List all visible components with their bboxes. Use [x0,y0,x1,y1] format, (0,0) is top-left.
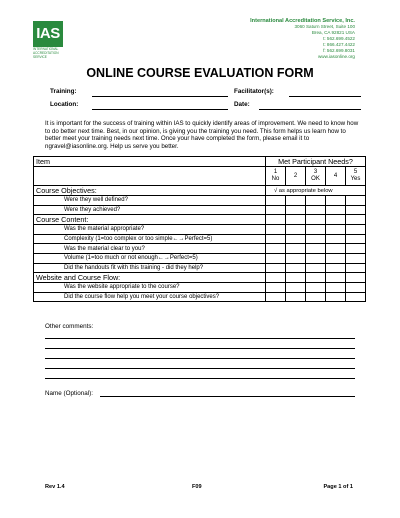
org-address-block [250,18,355,60]
rating-cell [306,215,326,225]
rating-cell[interactable] [266,292,286,302]
rating-cell[interactable] [266,263,286,273]
rating-cell[interactable] [266,225,286,235]
facilitators-field[interactable] [289,96,361,97]
org-address-line: 3060 Saturn Street, Suite 100 [294,24,355,29]
rating-cell[interactable] [286,225,306,235]
rating-cell[interactable] [326,263,346,273]
scale-4: 4 [326,167,346,186]
rating-cell[interactable] [286,234,306,244]
rating-cell[interactable] [346,205,366,215]
rating-cell[interactable] [306,196,326,206]
rating-cell [326,273,346,283]
rating-cell[interactable] [286,205,306,215]
rating-cell[interactable] [286,263,306,273]
date-field[interactable] [259,109,361,110]
rating-hint: √ as appropriate below [266,186,366,196]
org-name: International Accreditation Service, Inc. [250,18,355,24]
rating-column-header: Met Participant Needs? [266,157,366,167]
intro-paragraph: It is important for the success of training within IAS to quickly identify areas of improvement. We need to know how to do better next time. Best, in our opinion, is giving you the training you need. This form helps us learn how to better meet your training needs next time. Once your have completed the form, please email it to ngravel@iasonline.org. Help us serve you better. [45,120,359,150]
footer-revision: Rev 1.4 [45,484,65,490]
section-row-website [34,273,366,283]
rating-cell[interactable] [306,283,326,293]
rating-cell[interactable] [326,196,346,206]
ias-logo: IAS [33,21,63,47]
table-row [34,225,366,235]
rating-cell[interactable] [286,196,306,206]
scale-3: 3 OK [306,167,326,186]
org-address-line: Brea, CA 92821 USA [311,30,355,35]
table-row [34,234,366,244]
rating-cell [286,273,306,283]
rating-cell[interactable] [286,244,306,254]
rating-cell[interactable] [346,225,366,235]
question-label: Were they well defined? [34,196,266,206]
table-row [34,253,366,263]
org-phone: t: 866.427.4422 [323,42,355,47]
table-row [34,205,366,215]
rating-cell [286,215,306,225]
rating-cell[interactable] [306,263,326,273]
rating-cell[interactable] [326,292,346,302]
name-field[interactable] [100,396,355,397]
other-comments-label: Other comments: [45,323,94,330]
table-row [34,283,366,293]
rating-cell[interactable] [266,283,286,293]
rating-cell[interactable] [266,196,286,206]
location-label: Location: [50,101,79,108]
page-title: ONLINE COURSE EVALUATION FORM [86,66,314,80]
question-label: Was the material clear to you? [34,244,266,254]
rating-cell[interactable] [346,283,366,293]
rating-cell[interactable] [326,253,346,263]
rating-cell [266,215,286,225]
scale-row-spacer [34,167,266,186]
table-header-row [34,157,366,167]
question-label: Did the handouts fit with this training - did they help? [34,263,266,273]
date-label: Date: [234,101,250,108]
org-website[interactable]: www.iasonline.org [317,54,355,59]
scale-row [34,167,366,186]
footer-form-code: F09 [192,484,202,490]
training-label: Training: [50,88,77,95]
name-label: Name (Optional): [45,390,93,397]
footer-page-number: Page 1 of 1 [323,484,353,490]
rating-cell[interactable] [346,244,366,254]
comment-line[interactable] [45,338,355,339]
rating-cell [266,273,286,283]
rating-cell [346,215,366,225]
table-row [34,196,366,206]
training-field[interactable] [92,96,228,97]
table-row [34,244,366,254]
rating-cell[interactable] [266,244,286,254]
rating-cell[interactable] [346,263,366,273]
rating-cell[interactable] [326,244,346,254]
rating-cell[interactable] [306,292,326,302]
rating-cell [326,215,346,225]
table-row [34,263,366,273]
question-label: Were they achieved? [34,205,266,215]
rating-cell[interactable] [326,234,346,244]
rating-cell[interactable] [346,234,366,244]
org-phone: t: 562.699.4522 [323,36,355,41]
rating-cell[interactable] [326,225,346,235]
rating-cell[interactable] [346,292,366,302]
section-title: Course Content: [34,215,266,225]
scale-5: 5 Yes [346,167,366,186]
section-row-content [34,215,366,225]
section-row-objectives [34,186,366,196]
rating-cell [306,273,326,283]
rating-cell[interactable] [286,292,306,302]
rating-cell[interactable] [306,244,326,254]
comment-line[interactable] [45,358,355,359]
logo-caption: INTERNATIONAL ACCREDITATION SERVICE [33,47,59,59]
facilitators-label: Facilitator(s): [234,88,274,95]
rating-cell[interactable] [286,253,306,263]
rating-cell[interactable] [266,205,286,215]
question-label: Complexity (1=too complex or too simple←→Perfect=5) [34,234,266,244]
comment-line[interactable] [45,378,355,379]
scale-2: 2 [286,167,306,186]
item-column-header: Item [34,157,266,167]
rating-cell[interactable] [306,234,326,244]
org-fax: f: 562.699.8031 [323,48,355,53]
comment-line[interactable] [45,368,355,369]
rating-cell[interactable] [346,196,366,206]
question-label: Volume (1=too much or not enough←→Perfect=5) [34,253,266,263]
rating-cell[interactable] [346,253,366,263]
rating-cell[interactable] [306,225,326,235]
rating-cell[interactable] [326,205,346,215]
table-row [34,292,366,302]
rating-cell[interactable] [286,283,306,293]
evaluation-table [33,156,366,302]
rating-cell[interactable] [306,205,326,215]
section-title: Course Objectives: [34,186,266,196]
question-label: Was the material appropriate? [34,225,266,235]
question-label: Was the website appropriate to the course? [34,283,266,293]
scale-1: 1 No [266,167,286,186]
section-title: Website and Course Flow: [34,273,266,283]
rating-cell[interactable] [326,283,346,293]
rating-cell[interactable] [266,253,286,263]
rating-cell[interactable] [306,253,326,263]
comment-line[interactable] [45,348,355,349]
question-label: Did the course flow help you meet your course objectives? [34,292,266,302]
rating-cell [346,273,366,283]
location-field[interactable] [92,109,228,110]
rating-cell[interactable] [266,234,286,244]
